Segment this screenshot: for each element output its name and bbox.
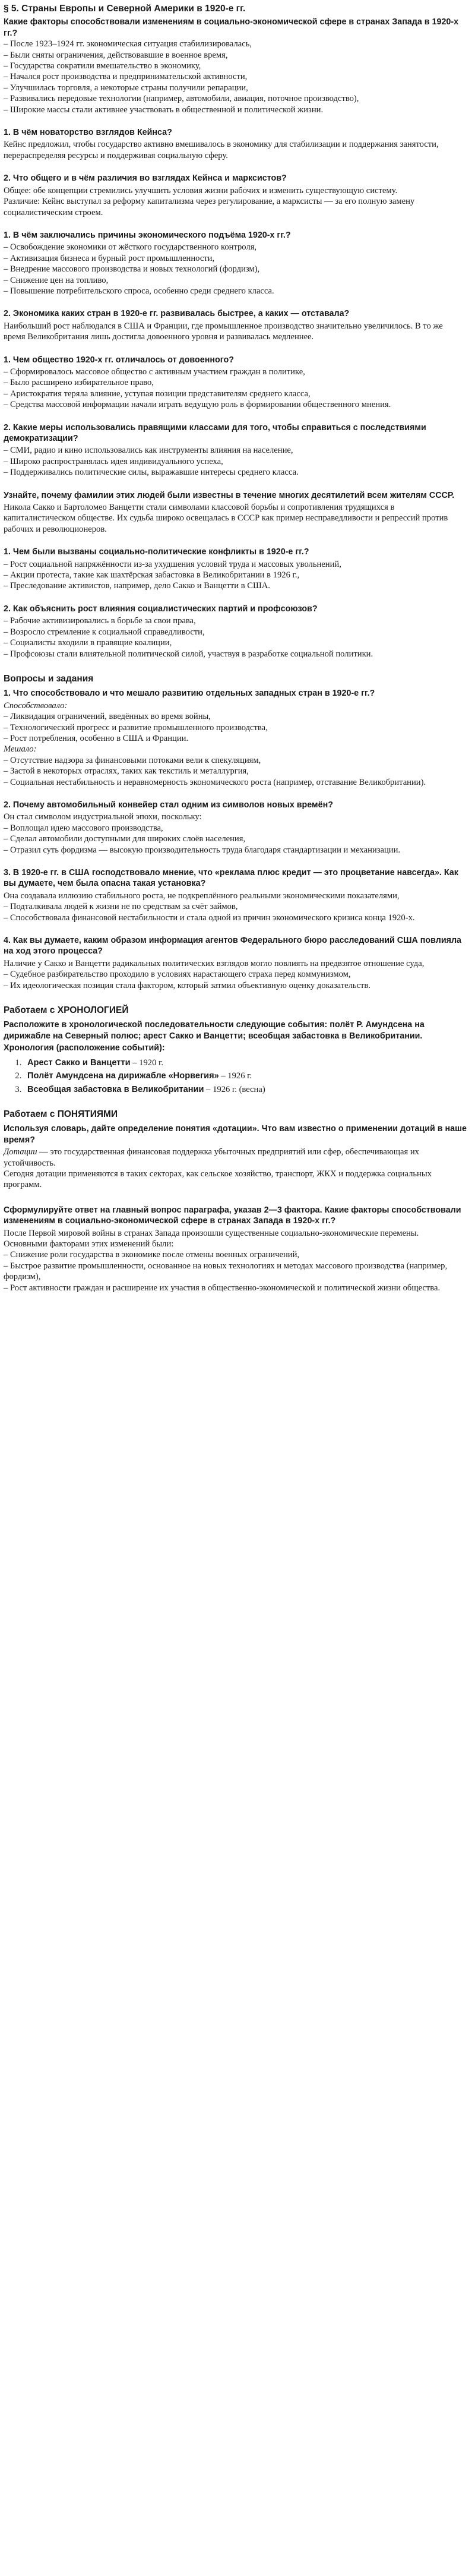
task-block <box>4 688 467 788</box>
task-heading: 3. В 1920-е гг. в США господствовало мнение, что «реклама плюс кредит — это процветание навсегда». Как вы думаете, чем была опасна такая установка? <box>4 868 458 889</box>
definition-line <box>4 1147 467 1169</box>
question-block <box>4 127 467 161</box>
answer-line: Никола Сакко и Бартоломео Ванцетти стали символами классовой борьбы и сопротивления трудящихся в капиталистическом обществе. Их судьба широко освещалась в СССР как пример несправедливости и репрессий против рабочих и революционеров. <box>4 503 448 534</box>
answer-line: – Рост активности граждан и расширение их участия в общественно-экономической и политической жизни общества. <box>4 1283 441 1293</box>
answer-line: Сегодня дотации применяются в таких секторах, как сельское хозяйство, транспорт, ЖКХ и поддержка социальных программ. <box>4 1169 432 1190</box>
answer-line: – Сделал автомобили доступными для широких слоёв населения, <box>4 834 246 844</box>
concepts-task: Используя словарь, дайте определение понятия «дотации». Что вам известно о применении дотаций в наше время? <box>4 1124 467 1145</box>
task-heading: 1. Что способствовало и что мешало развитию отдельных западных стран в 1920-е гг.? <box>4 689 375 699</box>
term: Дотации <box>4 1147 37 1157</box>
answer-line: – Возросло стремление к социальной справедливости, <box>4 627 205 637</box>
list-item <box>24 1071 467 1081</box>
chronology-list <box>4 1057 467 1095</box>
answer-line: – Преследование активистов, например, дело Сакко и Ванцетти в США. <box>4 581 270 591</box>
question-heading: 1. Чем общество 1920-х гг. отличалось от довоенного? <box>4 355 234 365</box>
answer-line: – Подталкивала людей к жизни не по средствам за счёт займов, <box>4 902 238 912</box>
answer-line: – Способствовала финансовой нестабильности и стала одной из причин экономического кризиса конца 1920-х. <box>4 913 415 923</box>
answer-line: – Рабочие активизировались в борьбе за свои права, <box>4 616 196 626</box>
list-item <box>24 1057 467 1068</box>
task-heading: 4. Как вы думаете, каким образом информация агентов Федерального бюро расследований США повлияла на ход этого процесса? <box>4 936 462 956</box>
answer-line: Кейнс предложил, чтобы государство активно вмешивалось в экономику для стабилизации и поддержания занятости, перераспределяя ресурсы и поддерживая социальную сферу. <box>4 140 439 160</box>
answer-line: – Широко распространялась идея индивидуального успеха, <box>4 456 223 466</box>
answer-line: – Судебное разбирательство проходило в условиях нарастающего страха перед коммунизмом, <box>4 970 351 980</box>
event-name: Арест Сакко и Ванцетти <box>27 1057 131 1068</box>
answer-line: – Сформировалось массовое общество с активным участием граждан в политике, <box>4 367 305 377</box>
answer-line: – Социалисты входили в правящие коалиции, <box>4 638 172 648</box>
answer-line: После Первой мировой войны в странах Запада произошли существенные социально-экономические перемены. <box>4 1228 419 1238</box>
question-heading: 1. В чём новаторство взглядов Кейнса? <box>4 128 172 138</box>
answer-line: Общее: обе концепции стремились улучшить условия жизни рабочих и изменить существующую систему. <box>4 185 398 195</box>
event-date: – 1926 г. (весна) <box>204 1084 265 1094</box>
event-date: – 1926 г. <box>218 1071 252 1081</box>
question-heading: Узнайте, почему фамилии этих людей были известны в течение многих десятилетий всем жителям СССР. <box>4 490 455 500</box>
answer-line: – Начался рост производства и предпринимательской активности, <box>4 72 248 82</box>
page-title: § 5. Страны Европы и Северной Америки в 1920-е гг. <box>4 4 246 14</box>
question-heading: 2. Как объяснить рост влияния социалистических партий и профсоюзов? <box>4 604 318 614</box>
answer-line: – Развивались передовые технологии (например, автомобили, авиация, поточное производство), <box>4 94 359 104</box>
answer-line: – Широкие массы стали активнее участвовать в общественной и политической жизни. <box>4 105 324 115</box>
question-heading: 2. Какие меры использовались правящими классами для того, чтобы справиться с последствиями демократизации? <box>4 422 426 443</box>
definition: — это государственная финансовая поддержка убыточных предприятий или сфер, обеспечивающая их устойчивость. <box>4 1147 419 1168</box>
answer-line: Наличие у Сакко и Ванцетти радикальных политических взглядов могло повлиять на предвзятое отношение суда, <box>4 958 425 968</box>
question-block <box>4 422 467 478</box>
list-item <box>24 1084 467 1095</box>
question-block <box>4 308 467 342</box>
task-block <box>4 800 467 855</box>
main-question-block <box>4 17 467 115</box>
chronology-heading: Работаем с ХРОНОЛОГИЕЙ <box>4 1005 129 1016</box>
tasks-heading: Вопросы и задания <box>4 673 94 684</box>
question-heading: 1. Чем были вызваны социально-политические конфликты в 1920-е гг.? <box>4 547 309 557</box>
answer-line: – Средства массовой информации начали играть ведущую роль в формировании общественного мнения. <box>4 400 391 410</box>
chronology-task: Расположите в хронологической последовательности следующие события: полёт Р. Амундсена на дирижабле на Северный полюс; арест Сакко и Ванцетти; всеобщая забастовка в Великобритании. <box>4 1020 425 1041</box>
answer-line: – Социальная нестабильность и неравномерность экономического роста (например, отставание Великобритании). <box>4 777 426 787</box>
answer-line: – Акции протеста, такие как шахтёрская забастовка в Великобритании в 1926 г., <box>4 570 300 580</box>
task-block <box>4 867 467 923</box>
chronology-list-label: Хронология (расположение событий): <box>4 1043 165 1053</box>
concepts-block <box>4 1123 467 1190</box>
answer-line: – Отразил суть фордизма — высокую производительность труда благодаря стандартизации и механизации. <box>4 845 401 855</box>
answer-line: – После 1923–1924 гг. экономическая ситуация стабилизировалась, <box>4 39 252 49</box>
question-heading: 1. В чём заключались причины экономического подъёма 1920-х гг.? <box>4 230 291 240</box>
question-heading: 2. Экономика каких стран в 1920-е гг. развивалась быстрее, а каких — отставала? <box>4 309 350 319</box>
answer-line: – Государства сократили вмешательство в экономику, <box>4 61 201 71</box>
answer-line: – Освобождение экономики от жёсткого государственного контроля, <box>4 242 257 252</box>
event-date: – 1920 г. <box>130 1057 163 1068</box>
question-block <box>4 547 467 592</box>
main-answer <box>4 39 467 115</box>
question-block <box>4 230 467 296</box>
answer-line: Наибольший рост наблюдался в США и Франции, где промышленное производство значительно увеличилось. В то же время Великобритания лишь достигла довоенного уровня и развивалась медленнее. <box>4 321 443 342</box>
answer-line: – Внедрение массового производства и новых технологий (фордизм), <box>4 264 260 274</box>
answer-line: – Поддерживались политические силы, выражавшие интересы среднего класса. <box>4 468 299 478</box>
answer-line: – Технологический прогресс и развитие промышленного производства, <box>4 722 268 733</box>
answer-line: – Повышение потребительского спроса, особенно среди среднего класса. <box>4 286 274 296</box>
answer-line: – Быстрое развитие промышленности, основанное на новых технологиях и методах массового производства (например, фордизм), <box>4 1261 448 1282</box>
answer-line: – Их идеологическая позиция стала фактором, который затмил объективную оценку доказательств. <box>4 980 370 990</box>
answer-line: – Было расширено избирательное право, <box>4 378 154 388</box>
answer-line: – Снижение цен на топливо, <box>4 275 109 285</box>
answer-line: – Улучшилась торговля, а некоторые страны получили репарации, <box>4 83 248 93</box>
hindered-label: Мешало: <box>4 744 37 755</box>
answer-line: – Воплощал идею массового производства, <box>4 823 163 833</box>
answer-line: – Застой в некоторых отраслях, таких как текстиль и металлургия, <box>4 766 249 776</box>
event-name: Всеобщая забастовка в Великобритании <box>27 1084 204 1094</box>
question-block <box>4 490 467 535</box>
main-question: Какие факторы способствовали изменениям в социально-экономической сфере в странах Запада в 1920-х гг.? <box>4 17 459 38</box>
helped-label: Способствовало: <box>4 700 68 711</box>
answer-line: Основными факторами этих изменений были: <box>4 1239 174 1249</box>
answer-line: – Ликвидация ограничений, введённых во время войны, <box>4 712 211 722</box>
question-heading: 2. Что общего и в чём различия во взглядах Кейнса и марксистов? <box>4 173 287 184</box>
question-block <box>4 173 467 218</box>
answer-line: – СМИ, радио и кино использовались как инструменты влияния на население, <box>4 446 293 456</box>
task-heading: 2. Почему автомобильный конвейер стал одним из символов новых времён? <box>4 800 333 810</box>
answer-line: – Отсутствие надзора за финансовыми потоками вели к спекуляциям, <box>4 755 261 765</box>
question-block <box>4 604 467 659</box>
question-block <box>4 355 467 411</box>
chronology-block <box>4 1019 467 1094</box>
answer-line: – Аристократия теряла влияние, уступая позиции представителям среднего класса, <box>4 389 311 399</box>
event-name: Полёт Амундсена на дирижабле «Норвегия» <box>27 1071 219 1081</box>
answer-line: Различие: Кейнс выступал за реформу капитализма через регулирование, а марксисты — за его полную замену социалистическим строем. <box>4 197 415 217</box>
answer-line: – Активизация бизнеса и бурный рост промышленности, <box>4 253 215 263</box>
answer-line: – Рост потребления, особенно в США и Франции. <box>4 733 189 743</box>
answer-line: – Рост социальной напряжённости из-за ухудшения условий труда и массовых увольнений, <box>4 559 341 569</box>
concepts-heading: Работаем с ПОНЯТИЯМИ <box>4 1109 118 1119</box>
answer-line: Она создавала иллюзию стабильного роста, не подкреплённого реальными экономическими показателями, <box>4 891 400 901</box>
answer-line: – Профсоюзы стали влиятельной политической силой, участвуя в разработке социальной политики. <box>4 649 373 659</box>
task-block <box>4 935 467 991</box>
answer-line: – Были сняты ограничения, действовавшие в военное время, <box>4 50 228 60</box>
answer-line: – Снижение роли государства в экономике после отмены военных ограничений, <box>4 1250 300 1260</box>
answer-line: Он стал символом индустриальной эпохи, поскольку: <box>4 812 202 822</box>
final-block <box>4 1205 467 1293</box>
final-task: Сформулируйте ответ на главный вопрос параграфа, указав 2—3 фактора. Какие факторы способствовали изменениям в социально-экономической сфере в странах Запада в 1920-х гг.? <box>4 1205 461 1226</box>
